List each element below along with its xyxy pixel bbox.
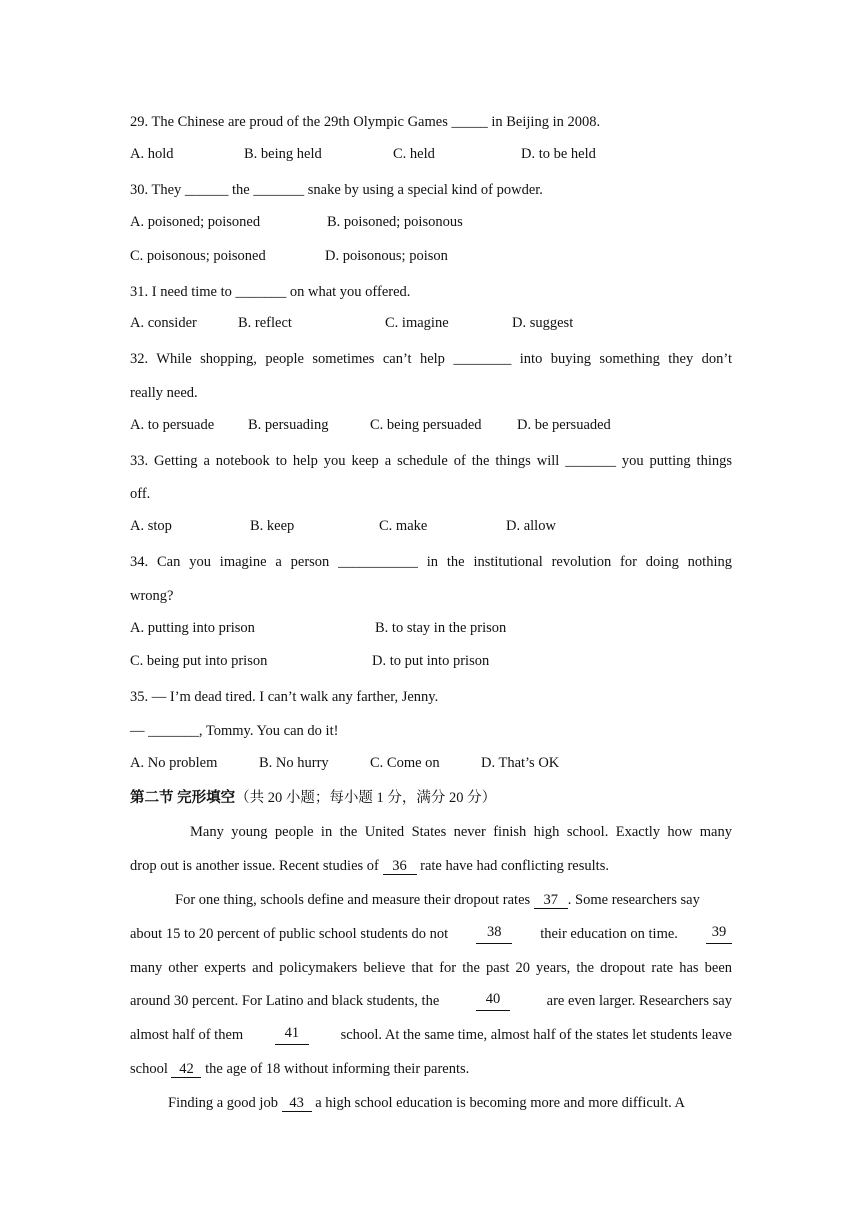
question-34-stem-line1: 34. Can you imagine a person ___________ in the institutional revolution for doing nothing xyxy=(130,554,732,570)
question-30-stem: 30. They ______ the _______ snake by using a special kind of powder. xyxy=(130,182,543,198)
q32-option-d: D. be persuaded xyxy=(517,417,611,433)
passage-p2-line3: many other experts and policymakers believe that for the past 20 years, the dropout rate has been xyxy=(130,960,732,976)
q29-option-d: D. to be held xyxy=(521,146,596,162)
blank-43: 43 xyxy=(282,1095,312,1112)
q31-option-d: D. suggest xyxy=(512,315,574,331)
q29-option-a: A. hold xyxy=(130,146,174,162)
q34-option-a: A. putting into prison xyxy=(130,620,255,636)
blank-40: 40 xyxy=(476,991,510,1011)
q30-option-a: A. poisoned; poisoned xyxy=(130,214,261,230)
q33-option-d: D. allow xyxy=(506,518,556,534)
q32-option-c: C. being persuaded xyxy=(370,417,482,433)
question-32-stem-line1: 32. While shopping, people sometimes can’t help ________ into buying something they don’t xyxy=(130,351,732,367)
section-title: 第二节 完形填空 xyxy=(130,790,236,806)
q30-option-d: D. poisonous; poison xyxy=(325,248,448,264)
passage-p1-line2: drop out is another issue. Recent studies of 36 rate have had conflicting results. xyxy=(130,858,609,874)
q30-option-c: C. poisonous; poisoned xyxy=(130,248,266,264)
q29-option-c: C. held xyxy=(393,146,435,162)
passage-p2-line5: almost half of them 41 school. At the same time, almost half of the states let students leave xyxy=(130,1025,732,1043)
q30-option-b: B. poisoned; poisonous xyxy=(327,214,463,230)
blank-39: 39 xyxy=(706,924,732,944)
passage-p3-line1: Finding a good job 43 a high school education is becoming more and more difficult. A xyxy=(168,1095,686,1111)
q35-option-b: B. No hurry xyxy=(259,755,329,771)
q34-option-c: C. being put into prison xyxy=(130,653,268,669)
q31-option-c: C. imagine xyxy=(385,315,449,331)
blank-38: 38 xyxy=(476,924,512,944)
blank-41: 41 xyxy=(275,1025,309,1045)
q32-option-b: B. persuading xyxy=(248,417,329,433)
blank-36: 36 xyxy=(383,858,417,875)
q35-option-a: A. No problem xyxy=(130,755,218,771)
question-31-stem: 31. I need time to _______ on what you offered. xyxy=(130,284,411,300)
q29-option-b: B. being held xyxy=(244,146,322,162)
q31-option-a: A. consider xyxy=(130,315,197,331)
question-33-stem-line2: off. xyxy=(130,486,151,502)
question-33-stem-line1: 33. Getting a notebook to help you keep a schedule of the things will _______ you putting things xyxy=(130,453,732,469)
blank-42: 42 xyxy=(171,1061,201,1078)
question-35-dialogue-line2: — _______, Tommy. You can do it! xyxy=(130,723,339,739)
passage-p2-line4: around 30 percent. For Latino and black students, the 40 are even larger. Researchers say xyxy=(130,991,732,1009)
passage-p2-line1: For one thing, schools define and measure their dropout rates 37 . Some researchers say xyxy=(175,892,700,908)
q33-option-c: C. make xyxy=(379,518,428,534)
q34-option-b: B. to stay in the prison xyxy=(375,620,507,636)
blank-37: 37 xyxy=(534,892,568,909)
q35-option-c: C. Come on xyxy=(370,755,440,771)
question-29-stem: 29. The Chinese are proud of the 29th Olympic Games _____ in Beijing in 2008. xyxy=(130,114,601,130)
passage-p1-line1: Many young people in the United States never finish high school. Exactly how many xyxy=(190,824,732,840)
section-heading xyxy=(130,788,732,808)
q33-option-a: A. stop xyxy=(130,518,172,534)
question-32-stem-line2: really need. xyxy=(130,385,198,401)
q35-option-d: D. That’s OK xyxy=(481,755,560,771)
passage-p2-line2: about 15 to 20 percent of public school students do not 38 their education on time. 39 xyxy=(130,924,732,944)
question-35-dialogue-line1: 35. — I’m dead tired. I can’t walk any farther, Jenny. xyxy=(130,689,439,705)
section-note: （共 20 小题；每小题 1 分，满分 20 分） xyxy=(235,790,497,806)
q31-option-b: B. reflect xyxy=(238,315,292,331)
q33-option-b: B. keep xyxy=(250,518,295,534)
q32-option-a: A. to persuade xyxy=(130,417,215,433)
question-34-stem-line2: wrong? xyxy=(130,588,174,604)
passage-p2-line6: school 42 the age of 18 without informing their parents. xyxy=(130,1061,470,1077)
q34-option-d: D. to put into prison xyxy=(372,653,490,669)
